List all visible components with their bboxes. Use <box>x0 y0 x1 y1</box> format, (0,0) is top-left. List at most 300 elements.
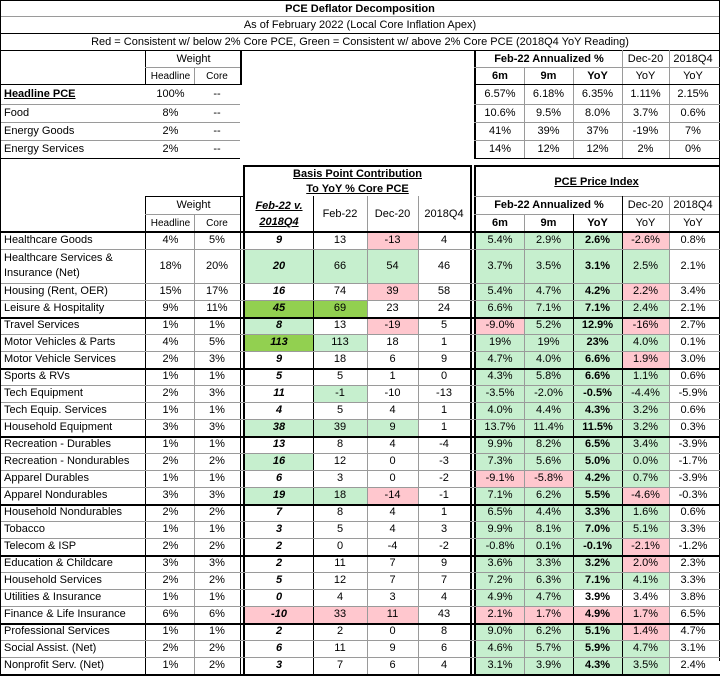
top-dec20-value: -19% <box>632 125 659 137</box>
bp-contribution-subtitle: To YoY % Core PCE <box>306 183 409 195</box>
pce-6m-value: -9.0% <box>485 319 515 331</box>
2018q4-value: -2 <box>439 540 449 552</box>
2018q4-value: 7 <box>440 574 448 586</box>
pce-2018q4-yoy-header: YoY <box>683 217 703 229</box>
top-headline-weight: 2% <box>162 125 179 137</box>
top-yoy-header: YoY <box>587 70 608 82</box>
top-core-weight: -- <box>213 143 221 155</box>
top-yoy-value: 12% <box>586 143 609 155</box>
pce-yoy-value: 3.3% <box>584 506 611 518</box>
top-2018q4-value: 7% <box>685 125 701 137</box>
pce-yoy-value: 7.0% <box>584 523 611 535</box>
2018q4-value: 58 <box>437 285 451 297</box>
pce-yoy-value: 7.1% <box>584 302 611 314</box>
feb22-vs-2018q4-value: 2 <box>275 625 283 637</box>
row-label: Apparel Durables <box>4 472 89 484</box>
pce-2018q4-value: -3.9% <box>678 438 708 450</box>
row-label: Healthcare Services & Insurance (Net) <box>4 252 113 279</box>
2018q4-value: 1 <box>440 336 448 348</box>
feb22-value: 66 <box>333 260 347 272</box>
pce-yoy-value: 6.6% <box>584 353 611 365</box>
pce-2018q4-value: 0.6% <box>680 370 706 382</box>
row-label: Household Equipment <box>4 421 113 433</box>
pce-9m-value: 8.2% <box>535 438 562 450</box>
dec20-value: 4 <box>389 404 396 416</box>
headline-weight: 1% <box>162 370 179 382</box>
pce-dec20-value: 0.0% <box>632 455 659 467</box>
pce-dec20-value: 2.0% <box>632 557 659 569</box>
grid-line-h <box>145 67 240 68</box>
top-core-weight: -- <box>213 88 221 100</box>
top-dec20-value: 1.11% <box>630 88 661 100</box>
pce-9m-value: 5.6% <box>535 455 562 467</box>
dec20-value: 0 <box>389 472 396 484</box>
pce-9m-value: 6.2% <box>535 625 562 637</box>
top-2018q4-yoy-header: YoY <box>683 70 703 82</box>
feb22-header: Feb-22 <box>322 208 358 220</box>
row-label: Leisure & Hospitality <box>4 302 105 314</box>
pce-dec20-value: 0.7% <box>632 472 659 484</box>
top-yoy-value: 6.35% <box>581 88 614 100</box>
top-6m-value: 14% <box>488 143 512 155</box>
row-label: Professional Services <box>4 625 110 637</box>
top-6m-value: 10.6% <box>484 107 516 119</box>
dec20-value: 39 <box>386 285 399 297</box>
row-label: Sports & RVs <box>4 370 70 382</box>
grid-line-h <box>474 67 720 68</box>
core-weight: 1% <box>209 625 225 637</box>
row-label: Telecom & ISP <box>4 540 77 552</box>
top-2018q4-value: 0% <box>685 143 701 155</box>
pce-yoy-value: 3.1% <box>584 260 611 272</box>
pce-9m-value: 5.2% <box>535 319 562 331</box>
dec20-value: -14 <box>384 489 401 501</box>
2018q4-value: 5 <box>440 319 448 331</box>
pce-2018q4-value: -1.2% <box>678 540 708 552</box>
dec20-value: 6 <box>389 353 396 365</box>
pce-2018q4-value: 2.7% <box>680 319 706 331</box>
pce-2018q4-value: 2.4% <box>680 659 706 671</box>
pce-9m-value: 4.7% <box>535 591 562 603</box>
headline-weight: 3% <box>162 421 179 433</box>
pce-2018q4-value: 3.1% <box>680 642 706 654</box>
dec20-value: 23 <box>386 302 399 314</box>
pce-9m-value: 5.7% <box>535 642 562 654</box>
feb22-value: 113 <box>331 336 349 348</box>
dec20-header: Dec-20 <box>374 208 411 220</box>
pce-yoy-value: 4.9% <box>584 608 611 620</box>
pce-dec20-value: 1.4% <box>632 625 659 637</box>
feb22-value: 4 <box>336 591 344 603</box>
dec20-value: -10 <box>384 387 401 399</box>
pce-yoy-value: 12.9% <box>581 319 614 331</box>
feb22-value: 13 <box>333 234 347 246</box>
feb22-value: 18 <box>333 353 347 365</box>
2018q4-value: -13 <box>436 387 452 399</box>
feb22-value: 11 <box>334 557 346 569</box>
headline-weight: 4% <box>162 234 179 246</box>
feb22-vs-2018q4-value: 5 <box>275 370 283 382</box>
pce-2018q4-value: 0.6% <box>680 404 706 416</box>
core-weight: 2% <box>209 659 225 671</box>
2018q4-value: -4 <box>439 438 449 450</box>
pce-price-index-title: PCE Price Index <box>554 176 639 188</box>
top-9m-header: 9m <box>540 70 557 82</box>
pce-dec20-value: 3.2% <box>632 404 659 416</box>
headline-header: Headline <box>150 218 191 229</box>
top-headline-header: Headline <box>150 71 191 82</box>
pce-yoy-value: 11.5% <box>582 421 613 433</box>
2018q4-value: 46 <box>437 260 451 272</box>
row-label: Education & Childcare <box>4 557 113 569</box>
pce-6m-value: 3.7% <box>487 260 513 272</box>
pce-9m-value: 7.1% <box>535 302 562 314</box>
feb22-value: 12 <box>333 455 347 467</box>
grid-line-h <box>474 165 719 167</box>
feb22-value: 33 <box>333 608 347 620</box>
headline-weight: 4% <box>162 336 179 348</box>
top-2018q4-header: 2018Q4 <box>673 53 713 65</box>
pce-2018q4-value: 3.0% <box>680 353 706 365</box>
headline-weight: 1% <box>162 319 179 331</box>
pce-yoy-value: 23% <box>586 336 609 348</box>
grid-line-h <box>145 214 240 215</box>
pce-6m-value: 7.2% <box>487 574 513 586</box>
pce-6m-value: 13.7% <box>484 421 516 433</box>
row-label: Household Nondurables <box>4 506 123 518</box>
feb22-value: 7 <box>336 659 344 671</box>
headline-weight: 2% <box>162 353 179 365</box>
row-label: Healthcare Goods <box>4 234 93 246</box>
row-label: Tobacco <box>4 523 45 535</box>
pce-6m-value: 5.4% <box>487 285 513 297</box>
top-core-header: Core <box>206 71 228 82</box>
bp-contribution-title: Basis Point Contribution <box>293 168 422 180</box>
pce-2018q4-value: 3.8% <box>680 591 706 603</box>
headline-weight: 1% <box>162 523 179 535</box>
core-weight: 2% <box>209 574 225 586</box>
grid-line-h <box>0 158 240 159</box>
top-row-label: Energy Goods <box>4 125 75 137</box>
feb22-value: 11 <box>334 642 346 654</box>
top-6m-value: 6.57% <box>484 88 516 100</box>
core-weight: 6% <box>209 608 225 620</box>
headline-weight: 1% <box>162 591 179 603</box>
core-weight: 1% <box>209 438 225 450</box>
top-core-weight: -- <box>213 125 221 137</box>
2018q4-value: -1 <box>439 489 449 501</box>
row-label: Housing (Rent, OER) <box>4 285 108 297</box>
pce-6m-header: 6m <box>492 217 508 229</box>
2018q4-value: 3 <box>440 523 448 535</box>
pce-yoy-value: 4.3% <box>584 659 611 671</box>
pce-9m-value: 0.1% <box>535 540 562 552</box>
top-9m-value: 9.5% <box>535 107 562 119</box>
top-dec20-header: Dec-20 <box>627 53 664 65</box>
top-9m-value: 39% <box>537 125 560 137</box>
pce-2018q4-value: -1.7% <box>678 455 708 467</box>
feb22-value: 18 <box>333 489 347 501</box>
pce-dec20-value: 3.2% <box>632 421 659 433</box>
headline-weight: 2% <box>162 540 179 552</box>
core-weight: 2% <box>209 506 225 518</box>
pce-2018q4-value: -5.9% <box>678 387 708 399</box>
feb22-value: 12 <box>333 574 347 586</box>
pce-dec20-value: 3.5% <box>632 659 659 671</box>
core-weight: 5% <box>209 234 225 246</box>
annualized-header: Feb-22 Annualized % <box>494 199 604 211</box>
pce-6m-value: 9.0% <box>487 625 513 637</box>
pce-yoy-value: -0.5% <box>583 387 612 399</box>
2018q4-value: 4 <box>440 234 448 246</box>
core-weight: 2% <box>209 455 225 467</box>
headline-weight: 3% <box>162 557 179 569</box>
pce-yoy-value: 5.0% <box>584 455 611 467</box>
core-weight: 11% <box>206 302 228 314</box>
feb22-vs-2018q4-value: 38 <box>272 421 286 433</box>
pce-2018q4-value: 2.1% <box>680 260 706 272</box>
grid-line-h <box>474 158 720 159</box>
row-label: Motor Vehicles & Parts <box>4 336 116 348</box>
feb22-vs-2018q4-value: 3 <box>275 523 283 535</box>
pce-yoy-value: 3.2% <box>584 557 611 569</box>
pce-6m-value: -3.5% <box>485 387 515 399</box>
dec20-value: -4 <box>387 540 398 552</box>
core-weight: 1% <box>209 523 225 535</box>
feb22-vs-2018q4-value: 7 <box>275 506 283 518</box>
pce-6m-value: 2.1% <box>487 608 513 620</box>
headline-weight: 1% <box>162 659 179 671</box>
pce-9m-value: 8.1% <box>535 523 562 535</box>
pce-9m-value: 4.0% <box>535 353 562 365</box>
feb22-vs-2018q4-value: 9 <box>275 353 283 365</box>
row-label: Nonprofit Serv. (Net) <box>4 659 105 671</box>
pce-6m-value: -0.8% <box>485 540 515 552</box>
pce-yoy-value: 7.1% <box>584 574 611 586</box>
feb22-value: 3 <box>336 472 344 484</box>
2018q4-value: 1 <box>440 421 448 433</box>
row-label: Recreation - Nondurables <box>4 455 130 467</box>
feb22-vs-2018q4-value: 45 <box>272 302 286 314</box>
2018q4-header: 2018Q4 <box>424 208 464 220</box>
top-annualized-header: Feb-22 Annualized % <box>494 53 604 65</box>
core-weight: 3% <box>209 353 225 365</box>
core-weight: 20% <box>205 260 229 272</box>
pce-9m-value: 4.4% <box>535 404 562 416</box>
pce-yoy-value: 4.2% <box>584 472 611 484</box>
grid-line-v <box>240 196 241 674</box>
pce-dec20-value: -2.1% <box>631 540 660 552</box>
pce-6m-value: 7.3% <box>487 455 513 467</box>
pce-2018q4-value: 3.3% <box>680 574 706 586</box>
pce-6m-value: 9.9% <box>487 438 513 450</box>
2018q4-value: 9 <box>440 353 448 365</box>
pce-6m-value: 4.3% <box>487 370 513 382</box>
pce-9m-value: 5.8% <box>535 370 562 382</box>
feb22-vs-2018q4-value: 16 <box>272 285 286 297</box>
top-yoy-value: 8.0% <box>584 107 611 119</box>
feb22-value: 8 <box>336 438 344 450</box>
grid-line-v <box>145 196 146 674</box>
headline-weight: 2% <box>162 574 179 586</box>
top-weight-header: Weight <box>176 53 211 65</box>
row-label: Utilities & Insurance <box>4 591 102 603</box>
feb22-vs-2018q4-header-line2: 2018Q4 <box>259 216 299 228</box>
pce-dec20-value: 3.4% <box>632 591 659 603</box>
pce-2018q4-value: 3.4% <box>680 285 706 297</box>
headline-weight: 1% <box>162 625 179 637</box>
headline-weight: 3% <box>162 489 179 501</box>
pce-2018q4-value: 0.8% <box>680 234 706 246</box>
pce-dec20-value: -4.4% <box>631 387 660 399</box>
grid-line-h <box>474 214 719 215</box>
dec20-value: 4 <box>389 506 396 518</box>
top-9m-value: 6.18% <box>532 88 565 100</box>
pce-2018q4-value: 6.5% <box>680 608 706 620</box>
2018q4-value: 9 <box>440 557 448 569</box>
feb22-vs-2018q4-value: 5 <box>275 574 283 586</box>
pce-9m-value: 19% <box>537 336 560 348</box>
dec20-value: -13 <box>384 234 401 246</box>
pce-dec20-value: 2.4% <box>632 302 659 314</box>
top-dec20-value: 2% <box>637 143 654 155</box>
core-weight: 3% <box>209 387 225 399</box>
headline-weight: 1% <box>162 404 179 416</box>
pce-2018q4-value: 3.3% <box>680 523 706 535</box>
pce-yoy-value: 4.3% <box>584 404 611 416</box>
feb22-value: 5 <box>336 523 344 535</box>
pce-9m-header: 9m <box>540 217 557 229</box>
core-weight: 2% <box>209 540 225 552</box>
pce-9m-value: -5.8% <box>534 472 563 484</box>
pce-yoy-value: -0.1% <box>583 540 612 552</box>
pce-yoy-value: 6.6% <box>584 370 611 382</box>
headline-weight: 15% <box>159 285 182 297</box>
headline-weight: 1% <box>162 438 179 450</box>
dec20-value: 11 <box>386 608 399 620</box>
feb22-value: -1 <box>335 387 345 399</box>
feb22-vs-2018q4-value: 13 <box>272 438 286 450</box>
core-weight: 1% <box>209 472 225 484</box>
dec20-value: 54 <box>386 260 399 272</box>
color-legend: Red = Consistent w/ below 2% Core PCE, Green = Consistent w/ above 2% Core PCE (2018Q4 YoY Reading) <box>91 36 629 48</box>
feb22-value: 74 <box>333 285 347 297</box>
pce-9m-value: 1.7% <box>535 608 562 620</box>
core-weight: 3% <box>209 421 225 433</box>
feb22-vs-2018q4-value: 8 <box>275 319 283 331</box>
pce-9m-value: 6.2% <box>535 489 562 501</box>
feb22-vs-2018q4-header: Feb-22 v. <box>255 200 303 212</box>
feb22-vs-2018q4-value: 9 <box>275 234 283 246</box>
pce-6m-value: 4.9% <box>487 591 513 603</box>
pce-6m-value: 3.1% <box>487 659 513 671</box>
pce-6m-value: 7.1% <box>487 489 513 501</box>
pce-2018q4-value: -0.3% <box>678 489 708 501</box>
core-weight: 3% <box>209 489 225 501</box>
core-weight: 1% <box>209 370 225 382</box>
top-yoy-value: 37% <box>586 125 609 137</box>
top-row-label: Food <box>4 107 30 119</box>
pce-dec20-value: -16% <box>632 319 659 331</box>
2018q4-value: 8 <box>440 625 448 637</box>
row-label: Recreation - Durables <box>4 438 111 450</box>
pce-6m-value: 5.4% <box>487 234 513 246</box>
headline-weight: 2% <box>162 642 179 654</box>
2018q4-value: 24 <box>437 302 451 314</box>
row-label: Apparel Nondurables <box>4 489 108 501</box>
grid-line-h <box>145 196 243 197</box>
grid-line-h <box>474 196 719 197</box>
top-2018q4-value: 0.6% <box>680 107 706 119</box>
feb22-vs-2018q4-value: 3 <box>275 659 283 671</box>
dec20-value: 9 <box>389 421 396 433</box>
pce-dec20-value: 2.5% <box>632 260 659 272</box>
headline-weight: 1% <box>162 472 179 484</box>
feb22-value: 5 <box>336 370 344 382</box>
dec20-value: 3 <box>389 591 396 603</box>
pce-yoy-header: YoY <box>587 217 608 229</box>
2018q4-value: 4 <box>440 659 448 671</box>
pce-6m-value: 6.5% <box>487 506 513 518</box>
pce-6m-value: 6.6% <box>487 302 513 314</box>
pce-6m-value: 4.6% <box>487 642 513 654</box>
pce-6m-value: 19% <box>488 336 512 348</box>
pce-6m-value: 3.6% <box>487 557 513 569</box>
headline-weight: 2% <box>162 387 179 399</box>
feb22-value: 13 <box>333 319 347 331</box>
core-weight: 1% <box>209 404 225 416</box>
headline-weight: 18% <box>159 260 182 272</box>
row-label: Tech Equipment <box>4 387 83 399</box>
pce-9m-value: 11.4% <box>533 421 564 433</box>
dec20-value: 7 <box>389 574 396 586</box>
feb22-vs-2018q4-value: 6 <box>275 642 283 654</box>
pce-yoy-value: 5.5% <box>584 489 611 501</box>
headline-weight: 6% <box>162 608 179 620</box>
grid-line-v <box>0 0 1 674</box>
row-label: Social Assist. (Net) <box>4 642 97 654</box>
feb22-value: 8 <box>336 506 344 518</box>
pce-dec20-value: 4.7% <box>632 642 659 654</box>
pce-yoy-value: 3.9% <box>584 591 611 603</box>
top-dec20-value: 3.7% <box>632 107 659 119</box>
pce-9m-value: 4.7% <box>535 285 562 297</box>
feb22-value: 2 <box>336 625 344 637</box>
pce-6m-value: 9.9% <box>487 523 513 535</box>
pce-2018q4-value: 2.3% <box>680 557 706 569</box>
top-6m-value: 41% <box>488 125 512 137</box>
pce-dec20-value: 1.1% <box>632 370 659 382</box>
pce-dec20-value: 4.1% <box>632 574 659 586</box>
feb22-vs-2018q4-value: 2 <box>275 557 283 569</box>
pce-dec20-value: 5.1% <box>632 523 659 535</box>
grid-line-h <box>0 0 720 1</box>
dec20-value: 7 <box>389 557 396 569</box>
pce-2018q4-value: 0.1% <box>680 336 706 348</box>
feb22-vs-2018q4-value: 11 <box>273 387 285 399</box>
dec20-value: 4 <box>389 438 396 450</box>
2018q4-value: 4 <box>440 591 448 603</box>
top-2018q4-value: 2.15% <box>677 88 709 100</box>
pce-dec20-value: 3.4% <box>632 438 659 450</box>
pce-dec20-value: 1.6% <box>632 506 659 518</box>
feb22-value: 0 <box>336 540 344 552</box>
pce-2018q4-value: -3.9% <box>678 472 708 484</box>
row-label: Tech Equip. Services <box>4 404 107 416</box>
top-headline-weight: 8% <box>162 107 179 119</box>
pce-dec20-value: 4.0% <box>632 336 659 348</box>
feb22-vs-2018q4-value: 2 <box>275 540 283 552</box>
